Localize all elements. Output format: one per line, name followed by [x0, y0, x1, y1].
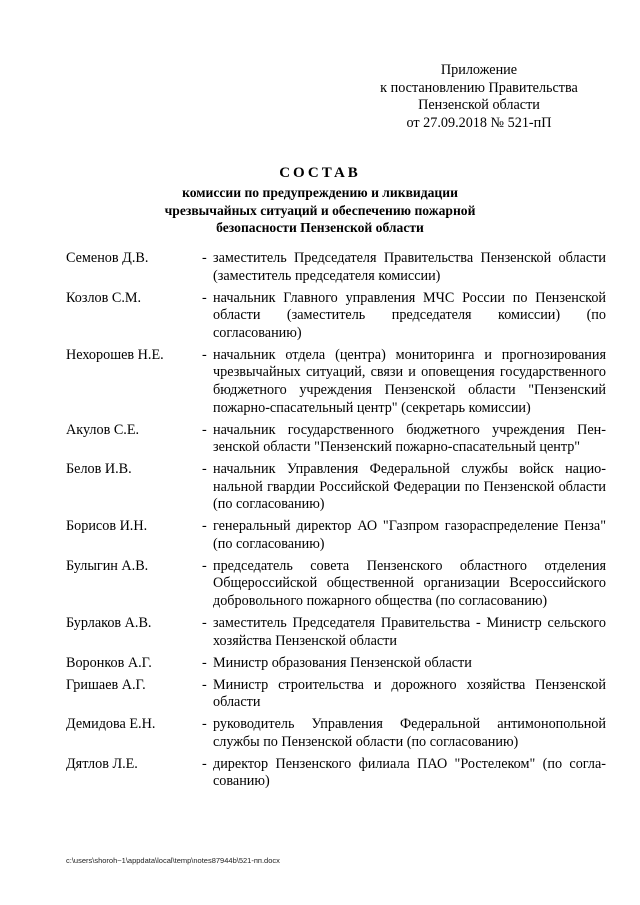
- members-list: [66, 250, 606, 795]
- member-dash: -: [202, 421, 207, 438]
- member-dash: -: [202, 557, 207, 574]
- document-title: СОСТАВ: [279, 165, 361, 181]
- member-row: [66, 422, 606, 457]
- member-name: Воронков А.Г.: [66, 654, 152, 671]
- appendix-line-3: Пензенской области: [418, 97, 540, 113]
- member-dash: -: [202, 289, 207, 306]
- subtitle-line-2: чрезвычайных ситуаций и обеспечению пожарной: [164, 202, 476, 218]
- member-name: Демидова Е.Н.: [66, 716, 156, 733]
- member-row: [66, 716, 606, 751]
- member-row: [66, 518, 606, 553]
- member-name: Нехорошев Н.Е.: [66, 346, 164, 363]
- member-role: заместитель Председателя Правительства - Министр сельского хозяйства Пензенской области: [213, 615, 606, 649]
- member-row: [66, 250, 606, 285]
- member-dash: -: [202, 716, 207, 733]
- member-row: [66, 347, 606, 417]
- member-role: Министр строительства и дорожного хозяйства Пензенской области: [213, 676, 606, 711]
- appendix-block: [352, 62, 606, 132]
- member-name: Акулов С.Е.: [66, 421, 140, 438]
- member-role: начальник Главного управления МЧС России по Пензенской области (заместитель председателя комиссии) (по согласованию): [213, 289, 606, 341]
- member-row: [66, 615, 606, 650]
- member-role: руководитель Управления Федеральной антимонопольной службы по Пензенской области (по согласованию): [213, 716, 606, 750]
- document-subtitle: [0, 184, 640, 237]
- member-row: [66, 461, 606, 514]
- member-role: заместитель Председателя Правительства Пензенской области (заместитель председателя комиссии): [213, 250, 606, 284]
- member-row: [66, 756, 606, 791]
- member-name: Белов И.В.: [66, 461, 132, 478]
- member-name: Борисов И.Н.: [66, 518, 148, 535]
- member-name: Дятлов Л.Е.: [66, 755, 138, 772]
- member-dash: -: [202, 676, 207, 693]
- member-row: [66, 290, 606, 343]
- member-role: начальник Управления Федеральной службы войск национальной гвардии Российской Федерации по Пензенской области (по согласованию): [213, 461, 606, 513]
- member-dash: -: [202, 346, 207, 363]
- member-role: начальник отдела (центра) мониторинга и прогнозирования чрезвычайных ситуаций, связи и оповещения государственного бюджетного учреждения Пензенской области "Пензенский пожарно-спасательный центр" (секретарь комиссии): [213, 346, 606, 416]
- member-dash: -: [202, 461, 207, 478]
- member-row: [66, 655, 606, 673]
- member-row: [66, 558, 606, 611]
- file-path-footer: c:\users\shoroh~1\appdata\local\temp\notes87944b\521-пп.docx: [66, 856, 280, 865]
- member-dash: -: [202, 755, 207, 772]
- member-role: Министр образования Пензенской области: [213, 654, 472, 671]
- member-dash: -: [202, 654, 207, 671]
- appendix-line-2: к постановлению Правительства: [380, 79, 578, 96]
- member-role: генеральный директор АО "Газпром газораспределение Пенза" (по согласованию): [213, 518, 606, 552]
- member-name: Козлов С.М.: [66, 289, 142, 306]
- appendix-line-4: от 27.09.2018 № 521-пП: [406, 114, 552, 131]
- member-row: [66, 677, 606, 712]
- member-dash: -: [202, 518, 207, 535]
- member-role: директор Пензенского филиала ПАО "Ростелеком" (по согласованию): [213, 755, 606, 790]
- member-name: Бурлаков А.В.: [66, 615, 152, 632]
- appendix-line-1: Приложение: [440, 62, 518, 78]
- member-name: Семенов Д.В.: [66, 250, 149, 266]
- subtitle-line-1: комиссии по предупреждению и ликвидации: [182, 185, 458, 200]
- member-role: начальник государственного бюджетного учреждения Пензенской области "Пензенский пожарно-спасательный центр": [213, 421, 606, 456]
- member-name: Булыгин А.В.: [66, 557, 149, 574]
- member-name: Гришаев А.Г.: [66, 676, 146, 693]
- subtitle-line-3: безопасности Пензенской области: [216, 220, 424, 235]
- member-dash: -: [202, 615, 207, 632]
- member-dash: -: [202, 250, 207, 266]
- member-role: председатель совета Пензенского областного отделения Общероссийской общественной организации Всероссийского добровольного пожарного общества (по согласованию): [213, 557, 606, 610]
